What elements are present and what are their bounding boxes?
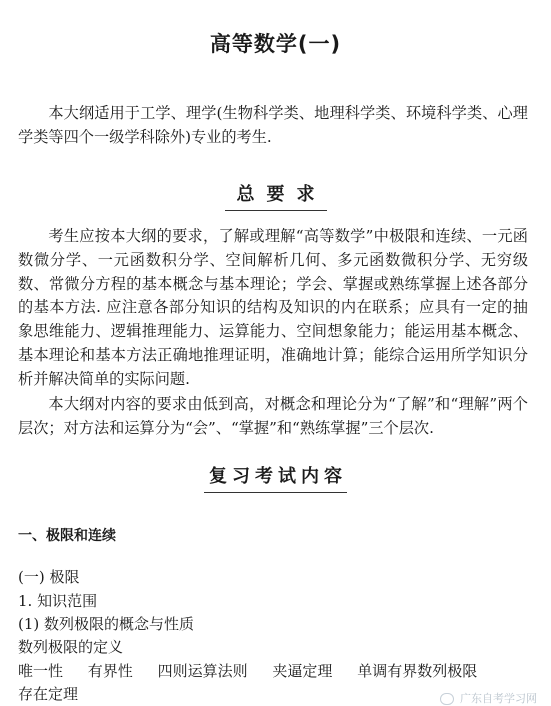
subheading-limits-continuity: 一、极限和连续	[18, 528, 116, 544]
term-list	[18, 660, 497, 681]
section-heading-general-requirements	[0, 180, 551, 211]
term-item: 夹逼定理	[272, 662, 333, 680]
intro-paragraph: 本大纲适用于工学、理学(生物科学类、地理科学类、环境科学类、心理学类等四个一级学科除外)专业的考生.	[18, 104, 528, 146]
term-item: 四则运算法则	[157, 662, 248, 680]
document-title: 高等数学(一)	[209, 32, 342, 56]
general-paragraph-2: 本大纲对内容的要求由低到高，对概念和理论分为“了解”和“理解”两个层次；对方法和运算分为“会”、“掌握”和“熟练掌握”三个层次.	[18, 395, 528, 437]
outline-item-knowledge-scope: 1. 知识范围	[18, 592, 98, 610]
term-list-tail: 存在定理	[18, 685, 79, 703]
term-item: 单调有界数列极限	[357, 662, 478, 680]
outline-item-sequence-limit-definition: 数列极限的定义	[18, 638, 124, 656]
outline-item-sequence-limit-concept: (1) 数列极限的概念与性质	[18, 615, 195, 633]
section-heading-general-text: 总要求	[225, 180, 327, 211]
outline-item-limits: (一) 极限	[18, 568, 80, 586]
watermark	[440, 690, 537, 706]
term-item: 唯一性	[18, 662, 64, 680]
general-paragraph-1: 考生应按本大纲的要求，了解或理解“高等数学”中极限和连续、一元函数微分学、一元函数积分学、空间解析几何、多元函数微积分学、无穷级数、常微分方程的基本概念与基本理论；学会、掌握或熟练掌握上述各部分的基本方法. 应注意各部分知识的结构及知识的内在联系；应具有一定的抽象思维能力、逻辑推理能力、运算能力、空间想象能力；能运用基本概念、基本理论和基本方法正确地推理证明，准确地计算；能综合运用所学知识分析并解决简单的实际问题.	[18, 227, 528, 388]
section-heading-review-text: 复习考试内容	[204, 462, 347, 493]
section-heading-review-content	[0, 462, 551, 493]
watermark-text: 广东自考学习网	[460, 692, 537, 705]
term-item: 有界性	[87, 662, 133, 680]
wechat-icon	[440, 693, 454, 705]
